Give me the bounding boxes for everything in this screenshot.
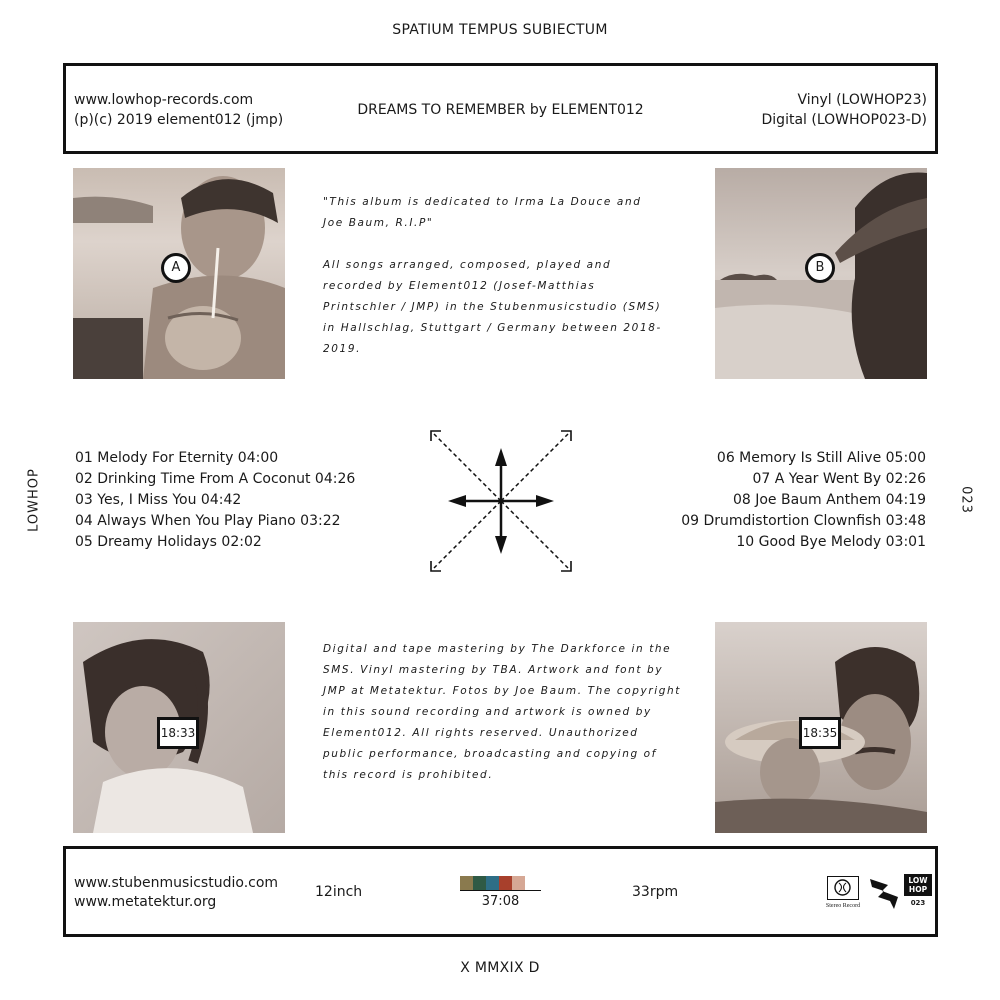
photo-sea-hat [715, 168, 927, 379]
lowhop-logo-line1: LOW [908, 876, 928, 885]
photo-boy-coconut [73, 168, 285, 379]
side-label-left: LOWHOP [26, 468, 42, 532]
dedication-text: "This album is dedicated to Irma La Douce and Joe Baum, R.I.P" [323, 196, 642, 229]
track-item: 04 Always When You Play Piano 03:22 [75, 513, 341, 529]
photo-couple [715, 622, 927, 833]
time-marker-a: 18:33 [157, 717, 199, 749]
stereo-record-logo [824, 876, 862, 916]
swatch-3 [486, 876, 499, 890]
header-copyright: (p)(c) 2019 element012 (jmp) [74, 112, 284, 128]
lowhop-logo-block [904, 874, 932, 896]
side-label-right: 023 [958, 486, 974, 514]
header-digital-catalog: Digital (LOWHOP023-D) [761, 112, 927, 128]
stereo-record-icon [827, 876, 859, 900]
color-swatches [460, 876, 525, 890]
photo-woman [73, 622, 285, 833]
swatch-5 [512, 876, 525, 890]
track-item: 03 Yes, I Miss You 04:42 [75, 492, 242, 508]
record-size: 12inch [315, 884, 363, 900]
lowhop-logo-line2: HOP [908, 885, 928, 894]
header-vinyl-catalog: Vinyl (LOWHOP23) [797, 92, 927, 108]
side-a-tracklist [75, 448, 355, 553]
swatch-4 [499, 876, 512, 890]
credits-top [323, 192, 663, 381]
swatch-underline [460, 890, 541, 891]
bottom-title: X MMXIX D [460, 960, 540, 976]
top-title: SPATIUM TEMPUS SUBIECTUM [392, 22, 608, 38]
header-box [63, 63, 938, 154]
track-item: 08 Joe Baum Anthem 04:19 [732, 492, 926, 508]
footer-website-studio[interactable]: www.stubenmusicstudio.com [74, 875, 279, 891]
track-item: 01 Melody For Eternity 04:00 [75, 450, 279, 466]
lowhop-logo-number: 023 [910, 899, 926, 907]
side-a-marker: A [161, 253, 191, 283]
production-text: All songs arranged, composed, played and recorded by Element012 (Josef-Matthias Printschler / JMP) in the Stubenmusicstudio (SMS) in Hallschlag, Stuttgart / Germany between 2018-2019. [323, 259, 662, 355]
swatch-2 [473, 876, 486, 890]
credits-bottom: Digital and tape mastering by The Darkforce in the SMS. Vinyl mastering by TBA. Artwork and font by JMP at Metatektur. Fotos by Joe Baum. The copyright in this sound recording and artwork is owned by Element012. All rights reserved. Unauthorized public performance, broadcasting and copying of this record is prohibited. [323, 643, 681, 781]
track-item: 02 Drinking Time From A Coconut 04:26 [75, 471, 356, 487]
track-item: 05 Dreamy Holidays 02:02 [75, 534, 262, 550]
footer-website-metatektur[interactable]: www.metatektur.org [74, 894, 217, 910]
track-item: 07 A Year Went By 02:26 [752, 471, 926, 487]
swatch-1 [460, 876, 473, 890]
time-marker-b: 18:35 [799, 717, 841, 749]
side-b-marker: B [805, 253, 835, 283]
record-speed: 33rpm [632, 884, 679, 900]
track-item: 09 Drumdistortion Clownfish 03:48 [681, 513, 926, 529]
header-website[interactable]: www.lowhop-records.com [74, 92, 254, 108]
lowhop-logo [904, 874, 932, 907]
footer-box [63, 846, 938, 937]
side-b-tracklist [681, 448, 926, 553]
track-item: 06 Memory Is Still Alive 05:00 [716, 450, 926, 466]
album-title: DREAMS TO REMEMBER by ELEMENT012 [357, 102, 644, 118]
lightning-logo-icon [868, 875, 902, 913]
track-item: 10 Good Bye Melody 03:01 [736, 534, 926, 550]
compass-arrows-icon [428, 428, 574, 574]
stereo-record-text: Stereo Record [825, 903, 861, 909]
total-running-time: 37:08 [481, 894, 520, 909]
